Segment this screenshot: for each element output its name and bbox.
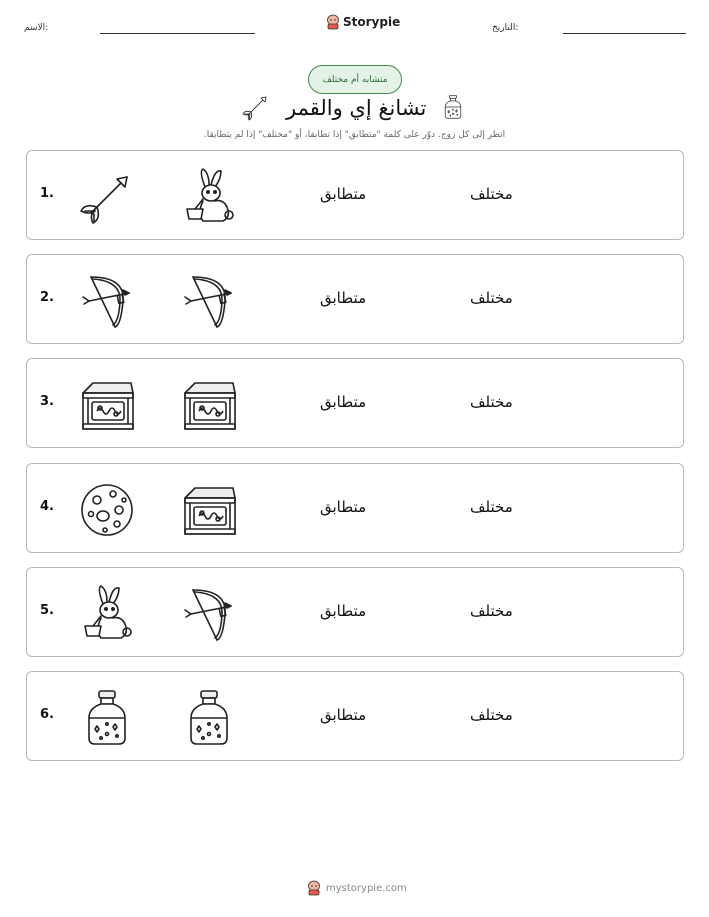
potion-icon: [179, 688, 239, 748]
question-number: 2.: [40, 290, 54, 305]
question-row: [26, 254, 684, 344]
different-option[interactable]: مختلف: [470, 602, 513, 620]
storypie-mascot-icon: [326, 14, 340, 30]
arrow-icon: [241, 92, 271, 122]
question-row: [26, 671, 684, 761]
storypie-mascot-icon: [307, 880, 321, 896]
rabbit-icon: [179, 167, 239, 227]
potion-icon: [77, 688, 137, 748]
arrow-icon: [77, 167, 137, 227]
same-option[interactable]: متطابق: [320, 602, 367, 620]
chest-icon: [77, 375, 137, 435]
question-number: 4.: [40, 499, 54, 514]
rabbit-icon: [77, 584, 137, 644]
footer-url[interactable]: mystorypie.com: [326, 882, 407, 894]
question-number: 6.: [40, 707, 54, 722]
same-option[interactable]: متطابق: [320, 393, 367, 411]
question-row: [26, 463, 684, 553]
bow-icon: [179, 271, 239, 331]
bow-icon: [77, 271, 137, 331]
question-number: 3.: [40, 394, 54, 409]
chest-icon: [179, 375, 239, 435]
different-option[interactable]: مختلف: [470, 393, 513, 411]
question-row: [26, 150, 684, 240]
footer: [307, 880, 407, 896]
same-option[interactable]: متطابق: [320, 289, 367, 307]
moon-icon: [77, 480, 137, 540]
worksheet-type-badge: متشابه أم مختلف: [308, 65, 402, 94]
same-option[interactable]: متطابق: [320, 498, 367, 516]
name-label: الاسم:: [24, 23, 49, 33]
chest-icon: [179, 480, 239, 540]
date-label: التاريخ:: [492, 23, 519, 33]
question-row: [26, 567, 684, 657]
question-number: 5.: [40, 603, 54, 618]
bow-icon: [179, 584, 239, 644]
different-option[interactable]: مختلف: [470, 498, 513, 516]
potion-icon: [440, 92, 466, 122]
question-row: [26, 358, 684, 448]
different-option[interactable]: مختلف: [470, 185, 513, 203]
same-option[interactable]: متطابق: [320, 185, 367, 203]
brand-logo: [326, 14, 400, 30]
same-option[interactable]: متطابق: [320, 706, 367, 724]
instructions: انظر إلى كل زوج. دوّر على كلمة "متطابق" إذا تطابقا، أو "مختلف" إذا لم يتطابقا.: [203, 130, 506, 140]
question-number: 1.: [40, 186, 54, 201]
brand-name: Storypie: [343, 15, 401, 29]
different-option[interactable]: مختلف: [470, 706, 513, 724]
name-field-line[interactable]: [100, 33, 255, 34]
different-option[interactable]: مختلف: [470, 289, 513, 307]
date-field-line[interactable]: [563, 33, 686, 34]
page-title: تشانغ إي والقمر: [286, 96, 427, 120]
